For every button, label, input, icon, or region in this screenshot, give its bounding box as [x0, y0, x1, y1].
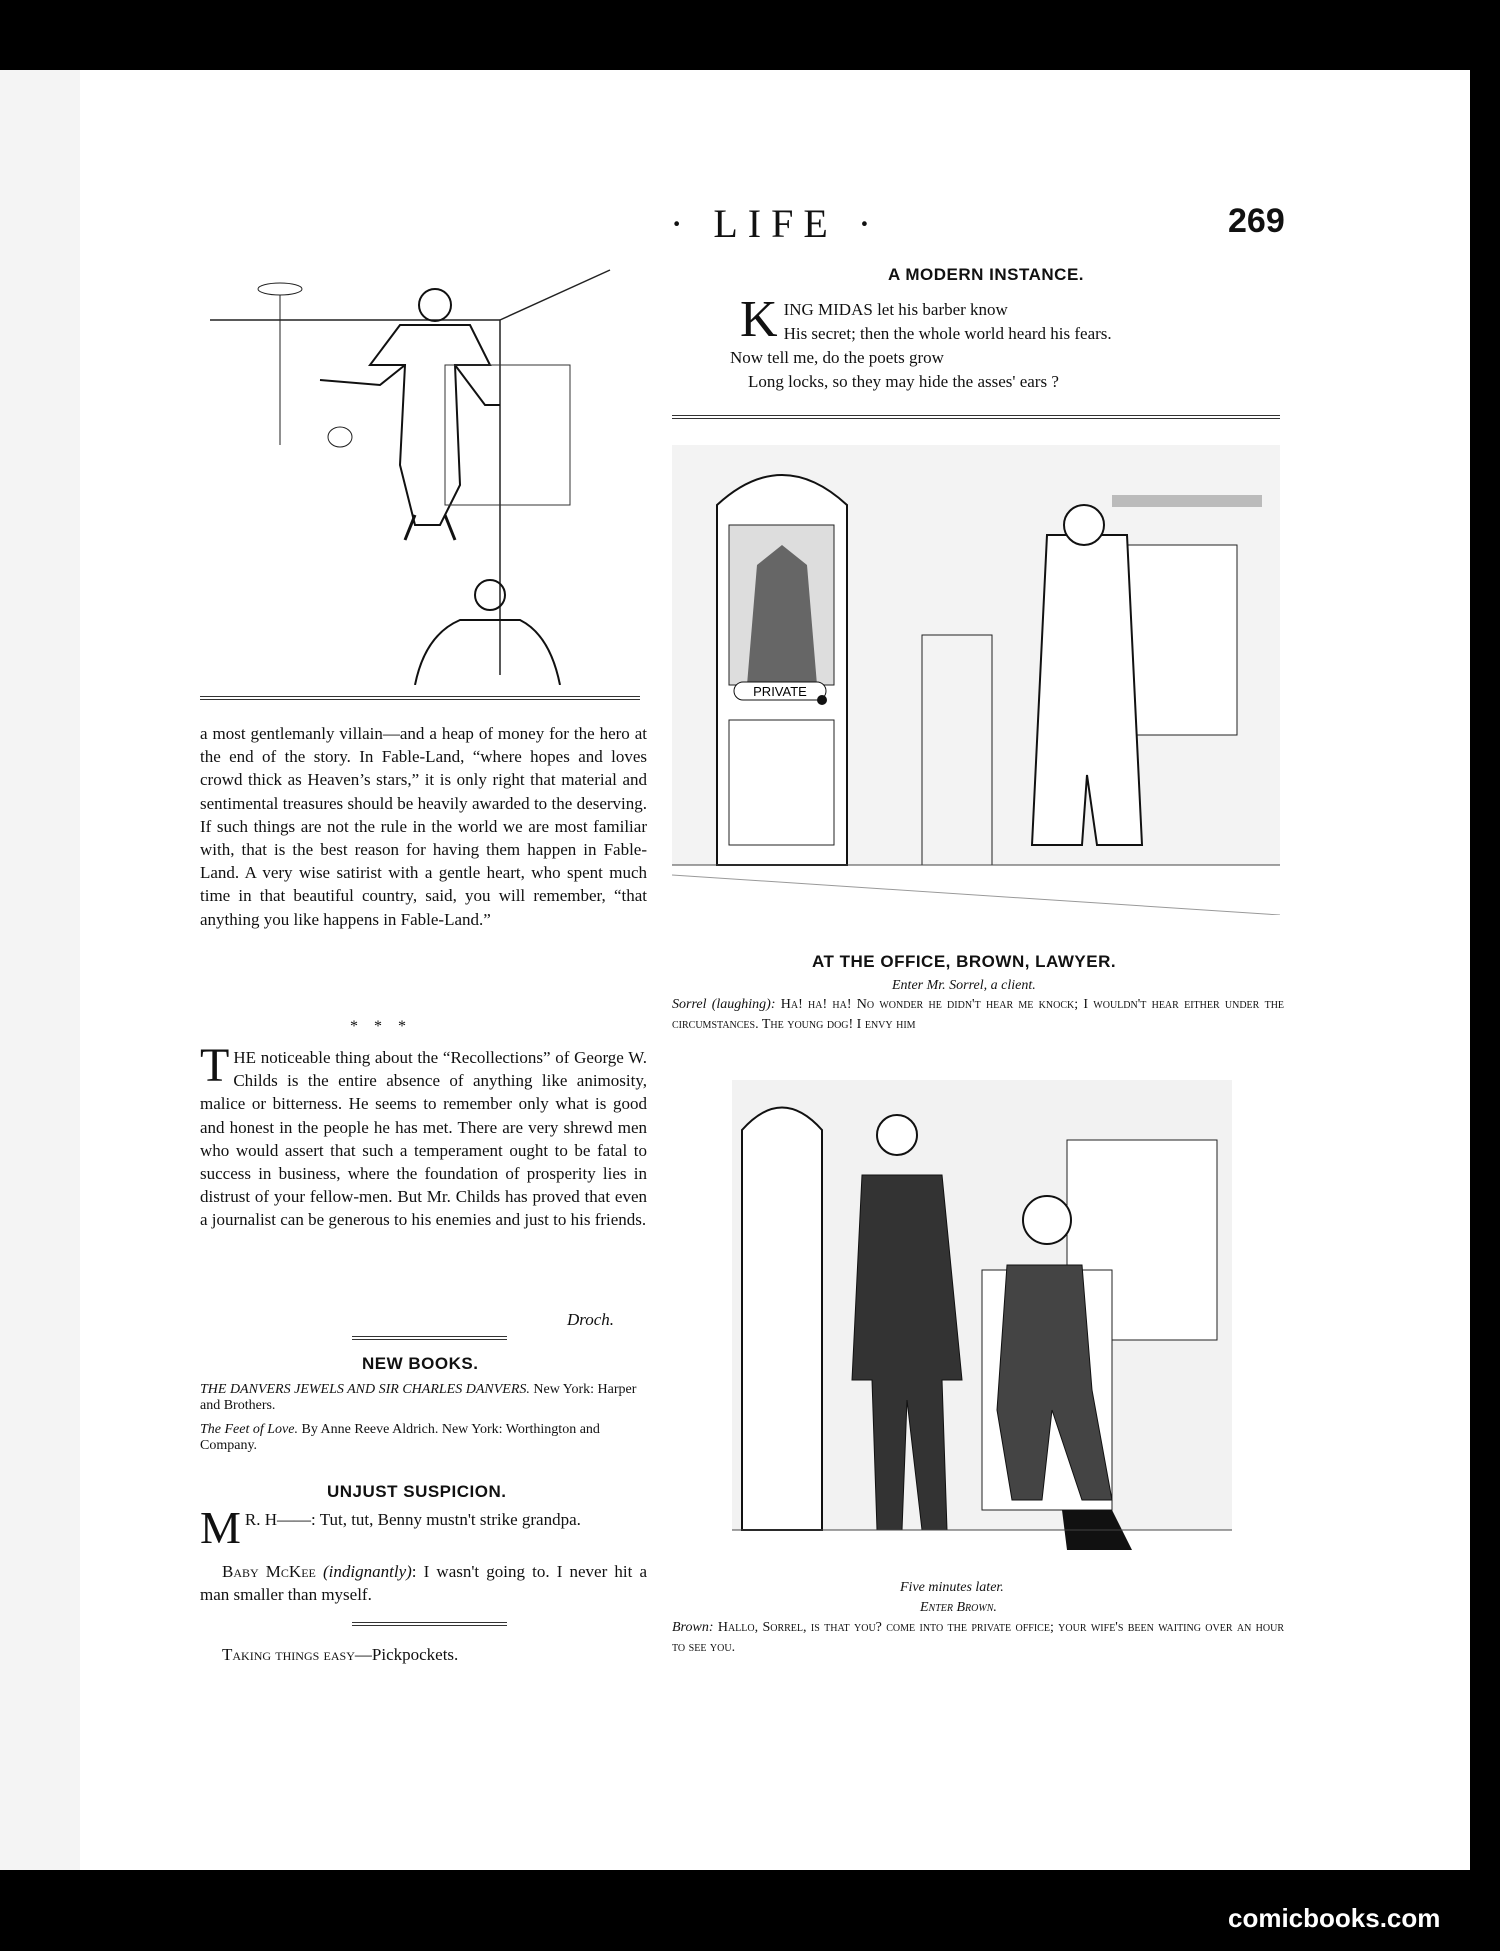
joke-line — [222, 1645, 458, 1665]
illustration-office-waiting — [672, 1080, 1280, 1585]
dialogue — [200, 1560, 647, 1606]
poem-title: A MODERN INSTANCE. — [888, 265, 1084, 284]
divider — [672, 415, 1280, 419]
caption-text: Ha! ha! ha! No wonder he didn't hear me knock; I wouldn't hear either under the circumstances. The young dog! I envy him — [672, 997, 1285, 1032]
poem-line: His secret; then the whole world heard his fears. — [783, 324, 1112, 343]
cartoon-title: AT THE OFFICE, BROWN, LAWYER. — [812, 952, 1117, 971]
stage-direction: (indignantly) — [323, 1562, 412, 1581]
divider — [352, 1622, 507, 1626]
caption-enter — [920, 1598, 997, 1618]
author-signature: Droch. — [567, 1310, 615, 1329]
article-paragraph — [200, 1039, 647, 1232]
dialogue-line: : I wasn't going to. I never hit a man smaller than myself. — [200, 1562, 648, 1605]
speaker-name: Sorrel (laughing): — [672, 997, 776, 1012]
book-publisher: New York: Harper and Brothers. — [200, 1382, 637, 1413]
unjust-heading: UNJUST SUSPICION. — [327, 1482, 507, 1501]
illustration-office-door — [672, 445, 1280, 915]
dialogue-dropcap: M — [200, 1502, 241, 1553]
facing-page-edge — [0, 70, 84, 1870]
cartoon-caption — [672, 1618, 1284, 1658]
book-entry — [200, 1422, 647, 1454]
poem — [730, 291, 1260, 394]
dialogue — [200, 1502, 647, 1553]
page-number: 269 — [1228, 202, 1285, 240]
section-stars: * * * — [350, 1018, 406, 1035]
caption-time: Five minutes later. — [900, 1580, 1004, 1595]
stage-direction: Enter Brown. — [920, 1600, 997, 1615]
new-books-heading: NEW BOOKS. — [362, 1354, 479, 1373]
book-publisher: By Anne Reeve Aldrich. New York: Worthington and Company. — [200, 1422, 600, 1453]
magazine-title: · LIFE · — [670, 201, 882, 246]
site-watermark: comicbooks.com — [1228, 1903, 1441, 1933]
poem-dropcap: K — [740, 291, 778, 348]
poem-line: Long locks, so they may hide the asses' ears ? — [748, 372, 1059, 391]
book-title: THE DANVERS JEWELS AND SIR CHARLES DANVERS. — [200, 1382, 530, 1397]
paragraph-text: HE noticeable thing about the “Recollections” of George W. Childs is the entire absence of anything like animosity, malice or bitterness. He seems to remember only what is good and honest in the people he has met. There are very shrewd men who would assert that such a temperament ought to be fatal to success in business, where the foundation of prosperity lies in distrust of your fellow-men. But Mr. Childs has proved that even a journalist can be generous to his enemies and just to his friends. — [200, 1048, 647, 1230]
caption-text: Hallo, Sorrel, is that you? come into the private office; your wife's been waiting over an hour to see you. — [672, 1620, 1285, 1655]
stage-direction: Enter Mr. Sorrel, a client. — [892, 978, 1036, 993]
joke-head: Taking things easy — [222, 1645, 355, 1664]
door-sign: PRIVATE — [753, 684, 807, 699]
speaker-name: Baby McKee — [222, 1562, 316, 1581]
divider — [200, 696, 640, 700]
poem-line: Now tell me, do the poets grow — [730, 348, 944, 367]
illustration-hanging-man — [200, 265, 620, 685]
book-title: The Feet of Love. — [200, 1422, 298, 1437]
book-entry — [200, 1382, 647, 1414]
cartoon-caption — [672, 995, 1284, 1035]
paragraph-dropcap: T — [200, 1039, 230, 1092]
joke-punchline: —Pickpockets. — [354, 1645, 459, 1664]
divider — [352, 1336, 507, 1340]
article-paragraph: a most gentlemanly villain—and a heap of money for the hero at the end of the story. In Fable-Land, “where hopes and loves crowd thick as Heaven’s stars,” it is only right that material and sentimental treasures should be heavily awarded to the deserving. If such things are not the rule in the world we are most familiar with, that is the best reason for having them happen in Fable-Land. A very wise satirist with a gentle heart, who spent much time in that beautiful country, said, you will remember, “that anything you like happens in Fable-Land.” — [200, 724, 647, 929]
dialogue-line: R. H——: Tut, tut, Benny mustn't strike grandpa. — [244, 1510, 581, 1529]
speaker-name: Brown: — [672, 1620, 714, 1635]
poem-line: ING MIDAS let his barber know — [783, 300, 1008, 319]
